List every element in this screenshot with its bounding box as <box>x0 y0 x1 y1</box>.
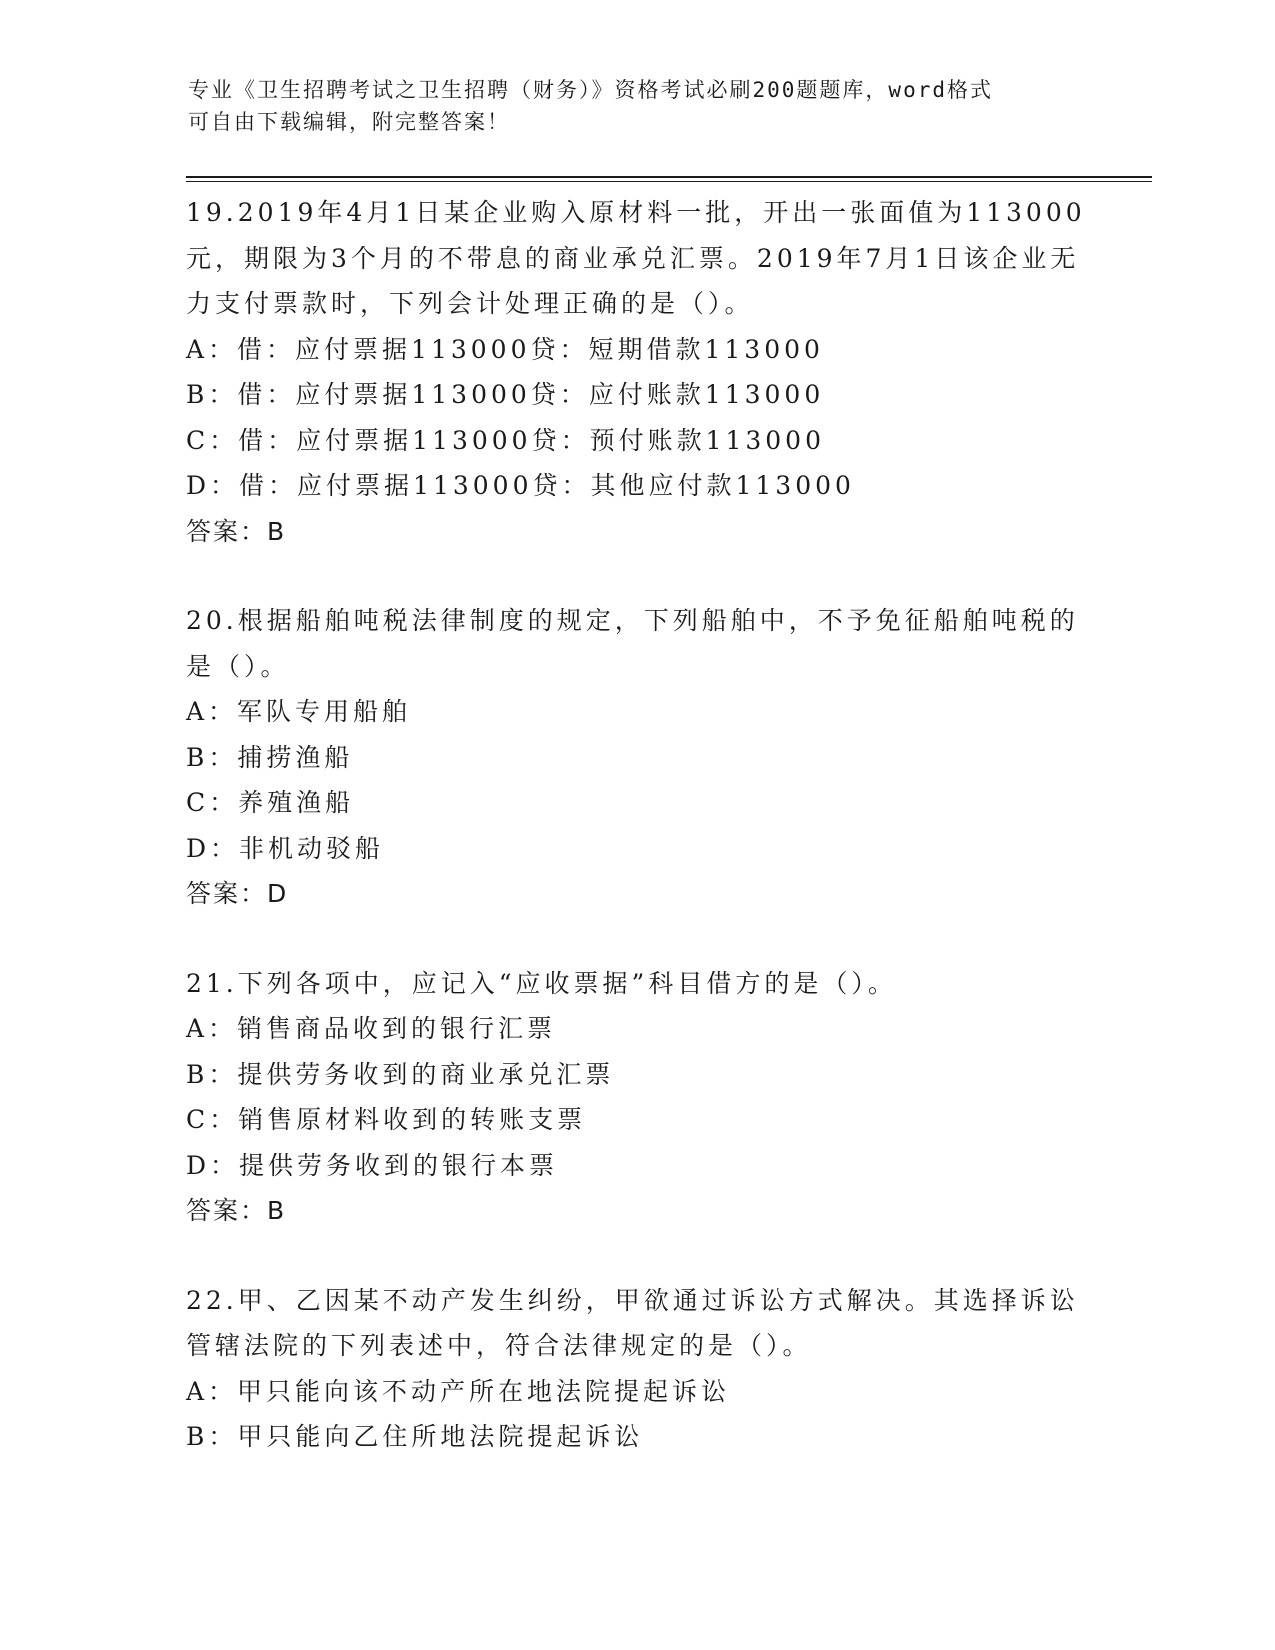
answer: 答案：B <box>186 1196 287 1225</box>
question-stem: 22.甲、乙因某不动产发生纠纷，甲欲通过诉讼方式解决。其选择诉讼管辖法院的下列表述中，符合法律规定的是（）。 <box>186 1285 1079 1360</box>
option-b: B：提供劳务收到的商业承兑汇票 <box>186 1059 615 1089</box>
question-21 <box>186 961 1086 1234</box>
question-stem: 20.根据船舶吨税法律制度的规定，下列船舶中，不予免征船舶吨税的是（）。 <box>186 606 1079 681</box>
option-d: D：非机动驳船 <box>186 833 385 863</box>
question-stem: 19.2019年4月1日某企业购入原材料一批，开出一张面值为113000元，期限为3个月的不带息的商业承兑汇票。2019年7月1日该企业无力支付票款时，下列会计处理正确的是（）。 <box>186 198 1086 318</box>
question-stem: 21.下列各项中，应记入“应收票据”科目借方的是（）。 <box>186 968 897 998</box>
header-divider-thin <box>186 181 1152 182</box>
header-divider-thick <box>186 176 1152 178</box>
question-19 <box>186 190 1086 554</box>
header-line-1: 专业《卫生招聘考试之卫生招聘（财务）》资格考试必刷200题题库，word格式 <box>188 78 993 102</box>
option-a: A：销售商品收到的银行汇票 <box>186 1014 557 1043</box>
answer: 答案：D <box>186 879 289 908</box>
header-line-2: 可自由下载编辑，附完整答案！ <box>188 110 510 134</box>
option-d: D：借：应付票据113000贷：其他应付款113000 <box>186 471 855 500</box>
option-c: C：养殖渔船 <box>186 788 355 817</box>
option-a: A：借：应付票据113000贷：短期借款113000 <box>186 334 824 364</box>
answer: 答案：B <box>186 516 287 546</box>
option-b: B：甲只能向乙住所地法院提起诉讼 <box>186 1422 644 1451</box>
option-a: A：军队专用船舶 <box>186 697 412 726</box>
option-d: D：提供劳务收到的银行本票 <box>186 1150 559 1180</box>
option-c: C：借：应付票据113000贷：预付账款113000 <box>186 425 825 455</box>
question-20 <box>186 598 1086 917</box>
question-22 <box>186 1278 1086 1460</box>
option-b: B：捕捞渔船 <box>186 742 354 772</box>
option-a: A：甲只能向该不动产所在地法院提起诉讼 <box>186 1376 731 1406</box>
question-list <box>186 190 1086 1504</box>
document-header <box>188 74 1068 138</box>
option-b: B：借：应付票据113000贷：应付账款113000 <box>186 380 825 409</box>
option-c: C：销售原材料收到的转账支票 <box>186 1105 587 1134</box>
